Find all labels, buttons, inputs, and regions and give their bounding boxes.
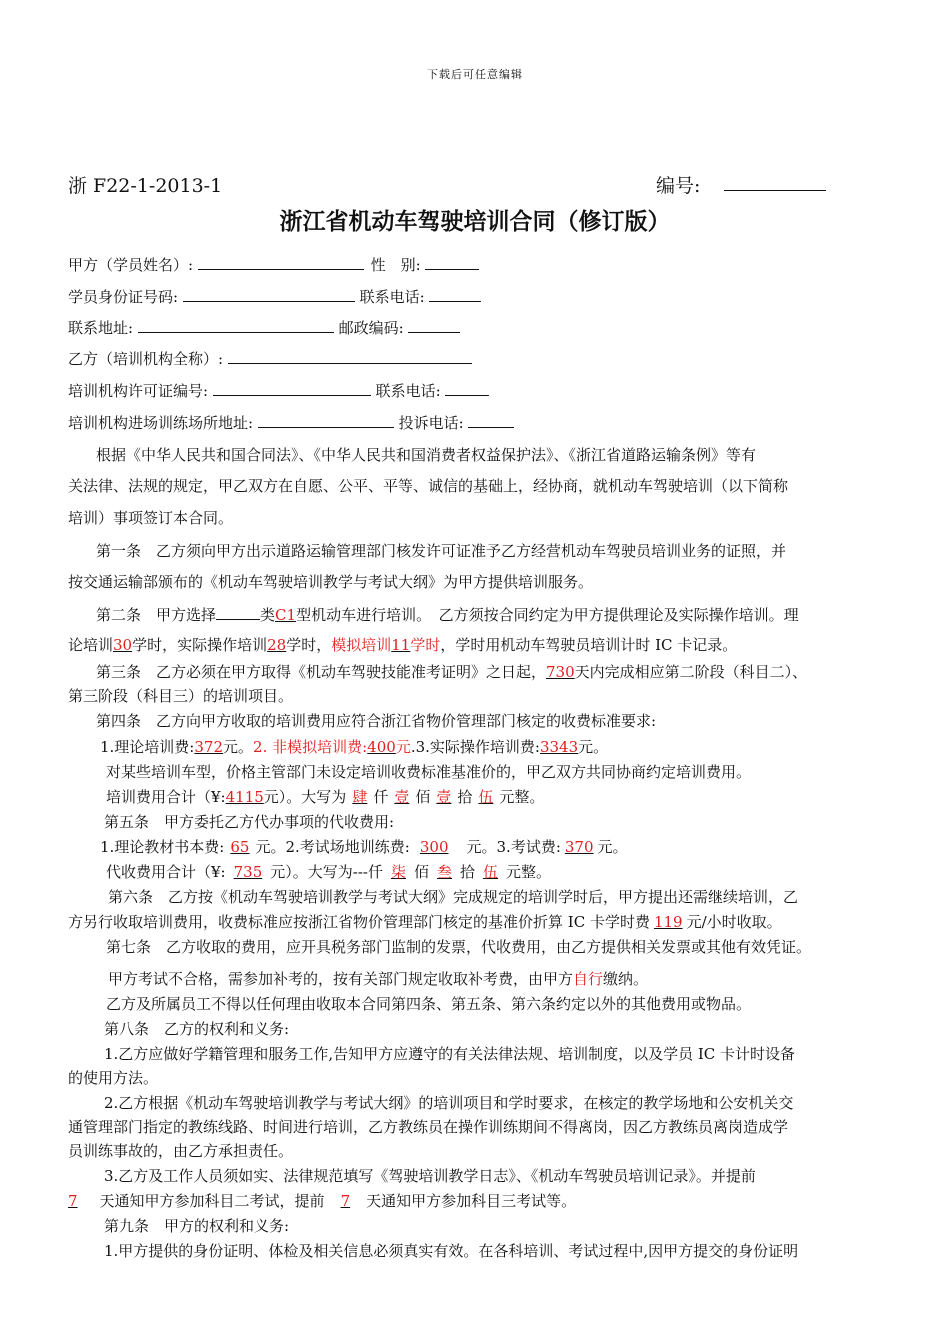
practical-hours: 28 [267, 636, 287, 654]
phone-blank[interactable] [429, 286, 481, 302]
non-sim-fee: 400 [367, 738, 396, 756]
cn-unit: 元整。 [499, 788, 545, 806]
notice-days-subject3: 7 [340, 1192, 351, 1210]
party-b-blank[interactable] [228, 348, 472, 364]
fee-total: 4115 [225, 788, 264, 806]
simulation-unit: 学时 [410, 636, 441, 654]
agency-fee-label: 3.考试费: [496, 838, 561, 856]
article-2-text: 型机动车进行培训。 乙方须按合同约定为甲方提供理论及实际操作培训。理 [296, 606, 799, 624]
makeup-text: 缴纳。 [603, 970, 649, 988]
site-fee: 300 [419, 838, 449, 856]
article-8-title: 第八条 乙方的权利和义务: [104, 1020, 290, 1038]
article-8-text: 天通知甲方参加科目三考试等。 [366, 1192, 577, 1210]
phone-label: 联系电话: [359, 288, 425, 306]
agency-fee-unit: 元。 [597, 838, 628, 856]
article-1-line: 第一条 乙方须向甲方出示道路运输管理部门核发许可证准予乙方经营机动车驾驶员培训业务的证照，并 [96, 542, 787, 560]
cn-unit: 佰 [415, 788, 431, 806]
notice-days-subject2: 7 [68, 1192, 78, 1210]
cn-unit: 佰 [413, 863, 429, 881]
student-name-blank[interactable] [198, 254, 364, 270]
fee-unit: 元。 [223, 738, 254, 756]
article-2-line [96, 604, 799, 625]
hourly-fee: 119 [653, 913, 683, 931]
field-row-address [68, 317, 460, 338]
exam-fee: 370 [564, 838, 594, 856]
agency-total: 735 [233, 863, 263, 881]
makeup-self: 自行 [573, 970, 604, 988]
preamble-line: 培训）事项签订本合同。 [68, 509, 234, 527]
article-3-line [96, 662, 807, 682]
days-limit: 730 [546, 663, 575, 681]
article-8-line: 的使用方法。 [68, 1069, 159, 1087]
fee-unit: 元 [395, 738, 411, 756]
article-9-title: 第九条 甲方的权利和义务: [104, 1217, 290, 1235]
article-6-line: 第六条 乙方按《机动车驾驶培训教学与考试大纲》完成规定的培训学时后，甲方提出还需继续培训，乙 [108, 888, 799, 906]
article-2-text: ，学时用机动车驾驶员培训计时 IC 卡记录。 [440, 636, 738, 654]
article-2-text: 学时， [286, 636, 332, 654]
article-2-line [68, 635, 737, 655]
license-label: 培训机构许可证编号: [68, 382, 209, 400]
article-8-line [68, 1191, 576, 1211]
download-note: 下载后可任意编辑 [427, 68, 523, 81]
contract-number-label: 编号: [656, 175, 701, 197]
class-blank[interactable] [216, 604, 260, 620]
article-5-line: 第五条 甲方委托乙方代办事项的代收费用: [104, 813, 395, 831]
article-9-line: 1.甲方提供的身份证明、体检及相关信息必须真实有效。在各科培训、考试过程中,因甲方提交的身份证明 [104, 1242, 799, 1260]
article-3-line: 第三阶段（科目三）的培训项目。 [68, 687, 294, 705]
article-8-line: 员训练事故的，由乙方承担责任。 [68, 1142, 294, 1160]
article-8-line: 1.乙方应做好学籍管理和服务工作,告知甲方应遵守的有关法律法规、培训制度，以及学员 IC 卡计时设备 [104, 1045, 796, 1063]
cn-ones: 伍 [478, 788, 494, 806]
article-6-text: 元/小时收取。 [686, 913, 782, 931]
article-2-text: 学时，实际操作培训 [132, 636, 268, 654]
book-fee: 65 [230, 838, 250, 856]
agency-total-label: 代收费用合计（¥: [106, 863, 226, 881]
theory-hours: 30 [113, 636, 133, 654]
form-code: 浙 F22-1-2013-1 [68, 175, 223, 197]
article-3-text: 天内完成相应第二阶段（科目二）、 [574, 663, 808, 681]
article-8-text: 天通知甲方参加科目二考试，提前 [99, 1192, 325, 1210]
phone2-blank[interactable] [445, 380, 489, 396]
field-row-id [68, 286, 481, 307]
student-name-label: 甲方（学员姓名）: [68, 256, 194, 274]
article-8-line: 3.乙方及工作人员须如实、法律规范填写《驾驶培训教学日志》、《机动车驾驶员培训记录》。并提前 [104, 1167, 756, 1185]
agency-cn-tens: 叁 [437, 863, 453, 881]
article-2-text: 第二条 甲方选择 [96, 606, 217, 624]
party-b-label: 乙方（培训机构全称）: [68, 350, 224, 368]
makeup-text: 甲方考试不合格，需参加补考的，按有关部门规定收取补考费，由甲方 [108, 970, 574, 988]
gender-label: 性 别: [370, 256, 421, 274]
cn-unit: 元整。 [506, 863, 552, 881]
agency-fee-unit: 元。 [466, 838, 497, 856]
id-number-label: 学员身份证号码: [68, 288, 179, 306]
fee-total-label: 元）。大写为 [263, 788, 347, 806]
fee-unit: 元。 [578, 738, 609, 756]
postcode-blank[interactable] [408, 317, 460, 333]
no-extra-fee-line: 乙方及所属员工不得以任何理由收取本合同第四条、第五条、第六条约定以外的其他费用或物品。 [106, 995, 752, 1013]
site-label: 培训机构进场训练场所地址: [68, 414, 254, 432]
makeup-exam-line [108, 969, 648, 989]
fees-line [100, 737, 608, 757]
agency-total-line [106, 862, 551, 882]
gender-blank[interactable] [425, 254, 479, 270]
cn-unit: 仟 [373, 788, 389, 806]
agency-fee-unit: 元。 [255, 838, 286, 856]
phone2-label: 联系电话: [375, 382, 441, 400]
simulation-hours: 11 [391, 636, 411, 654]
theory-fee: 372 [194, 738, 224, 756]
complaint-blank[interactable] [468, 412, 514, 428]
cn-unit: 拾 [460, 863, 476, 881]
address-blank[interactable] [138, 317, 334, 333]
article-8-line: 通管理部门指定的教练线路、时间进行培训，乙方教练员在操作训练期间不得离岗，因乙方教练员离岗造成学 [68, 1118, 789, 1136]
article-3-text: 第三条 乙方必须在甲方取得《机动车驾驶技能准考证明》之日起， [96, 663, 547, 681]
simulation-text: 模拟培训 [331, 636, 392, 654]
complaint-label: 投诉电话: [398, 414, 464, 432]
field-row-student [68, 254, 479, 275]
site-blank[interactable] [258, 412, 394, 428]
agency-cn-ones: 伍 [483, 863, 499, 881]
agency-fees-line [100, 837, 628, 857]
cn-hundreds: 壹 [394, 788, 410, 806]
postcode-label: 邮政编码: [338, 319, 404, 337]
fee-label: 1.理论培训费: [100, 738, 195, 756]
fee-label: .3.实际操作培训费: [410, 738, 540, 756]
agency-cn-hundreds: 柒 [390, 863, 406, 881]
cn-thousands: 肆 [352, 788, 368, 806]
cn-unit: 拾 [457, 788, 473, 806]
contract-number-blank[interactable] [724, 190, 826, 191]
cn-tens: 壹 [436, 788, 452, 806]
field-row-party-b [68, 348, 472, 369]
license-blank[interactable] [213, 380, 371, 396]
address-label: 联系地址: [68, 319, 134, 337]
id-number-blank[interactable] [183, 286, 355, 302]
agency-fee-label: 1.理论教材书本费: [100, 838, 225, 856]
article-1-line: 按交通运输部颁布的《机动车驾驶培训教学与考试大纲》为甲方提供培训服务。 [68, 573, 594, 591]
practical-fee: 3343 [539, 738, 579, 756]
article-2-text: 类 [260, 606, 276, 624]
article-7-line: 第七条 乙方收取的费用，应开具税务部门监制的发票，代收费用，由乙方提供相关发票或其他有效凭证。 [106, 938, 812, 956]
fee-label: 2. 非模拟培训费: [253, 738, 368, 756]
preamble-line: 根据《中华人民共和国合同法》、《中华人民共和国消费者权益保护法》、《浙江省道路运输条例》等有 [96, 446, 757, 464]
agency-total-label: 元）。大写为---仟 [270, 863, 383, 881]
article-2-text: 论培训 [68, 636, 114, 654]
article-4-line: 第四条 乙方向甲方收取的培训费用应符合浙江省物价管理部门核定的收费标准要求: [96, 712, 657, 730]
article-4-line: 对某些培训车型，价格主管部门未设定培训收费标准基准价的，甲乙双方共同协商约定培训费用。 [106, 763, 752, 781]
vehicle-type: C1 [275, 606, 297, 624]
field-row-license [68, 380, 489, 401]
fee-total-line [106, 787, 544, 807]
fee-total-label: 培训费用合计（¥: [106, 788, 226, 806]
article-6-text: 方另行收取培训费用，收费标准应按浙江省物价管理部门核定的基准价折算 IC 卡学时费 [68, 913, 650, 931]
page-title: 浙江省机动车驾驶培训合同（修订版） [279, 209, 671, 235]
article-6-line [68, 912, 782, 932]
preamble-line: 关法律、法规的规定，甲乙双方在自愿、公平、平等、诚信的基础上，经协商，就机动车驾驶培训（以下简称 [68, 477, 789, 495]
field-row-site [68, 412, 514, 433]
article-8-line: 2.乙方根据《机动车驾驶培训教学与考试大纲》的培训项目和学时要求，在核定的教学场地和公安机关交 [104, 1094, 794, 1112]
agency-fee-label: 2.考试场地训练费: [285, 838, 410, 856]
